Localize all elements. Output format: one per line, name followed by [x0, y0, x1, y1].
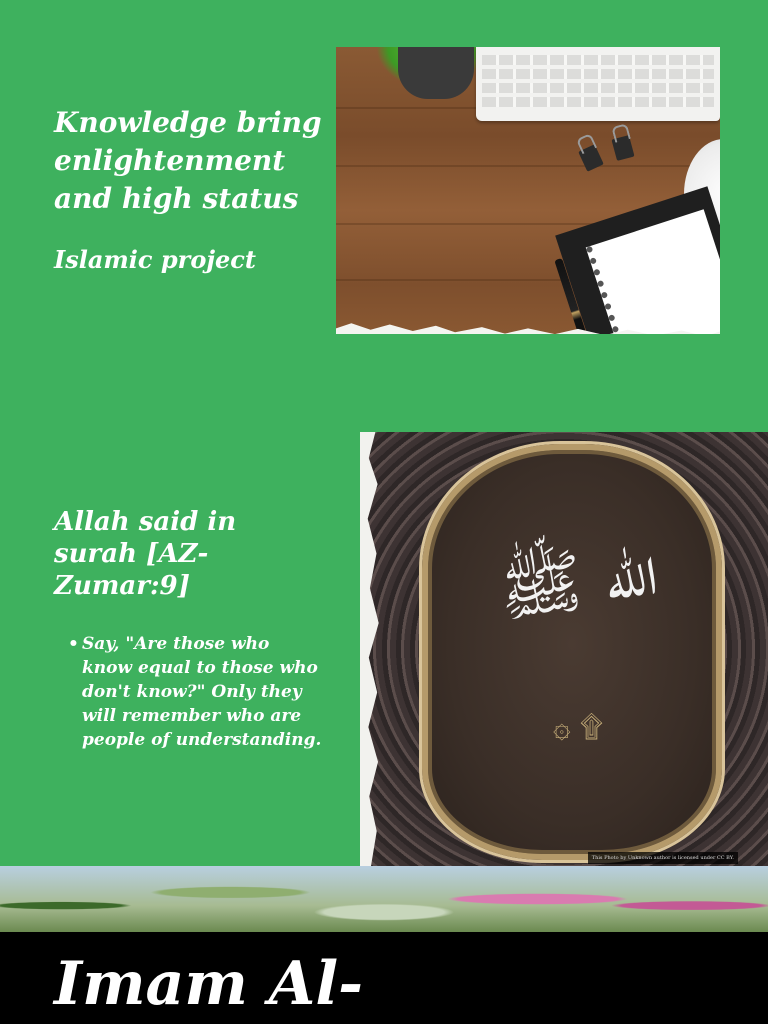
calligraphy-medallion [422, 444, 722, 860]
desk-photo [336, 47, 720, 344]
slide-1-subtitle: Islamic project [54, 245, 256, 274]
keyboard-icon [476, 47, 720, 121]
torn-paper-edge [360, 432, 382, 866]
calligraphy-photo [360, 432, 768, 866]
slide-1 [0, 0, 768, 432]
slide-2 [0, 432, 768, 866]
slide-3 [0, 866, 768, 1024]
quote-bullet [54, 632, 324, 752]
blossom-trees-photo [0, 866, 768, 932]
slide-2-title: Allah said in surah [AZ-Zumar:9] [54, 507, 237, 601]
slide-1-title: Knowledge bring enlightenment and high status [54, 106, 322, 215]
photo-credit[interactable]: This Photo by Unknown author is licensed under CC BY. [588, 852, 738, 864]
torn-edge-shadow [336, 334, 720, 344]
plant-pot [398, 47, 474, 99]
binder-clip-icon [611, 135, 634, 161]
slide-3-title: Imam Al- [54, 949, 364, 1019]
quote-text: Say, "Are those who know equal to those who don't know?" Only they will remember who are people of understanding. [82, 634, 322, 750]
calligraphy-signature-icon: ۞ ۩ [553, 710, 603, 745]
binder-clip-icon [578, 144, 604, 172]
bullet-marker: • [68, 634, 79, 654]
arabic-calligraphy-icon: ﷲ ﷺ [493, 528, 663, 632]
